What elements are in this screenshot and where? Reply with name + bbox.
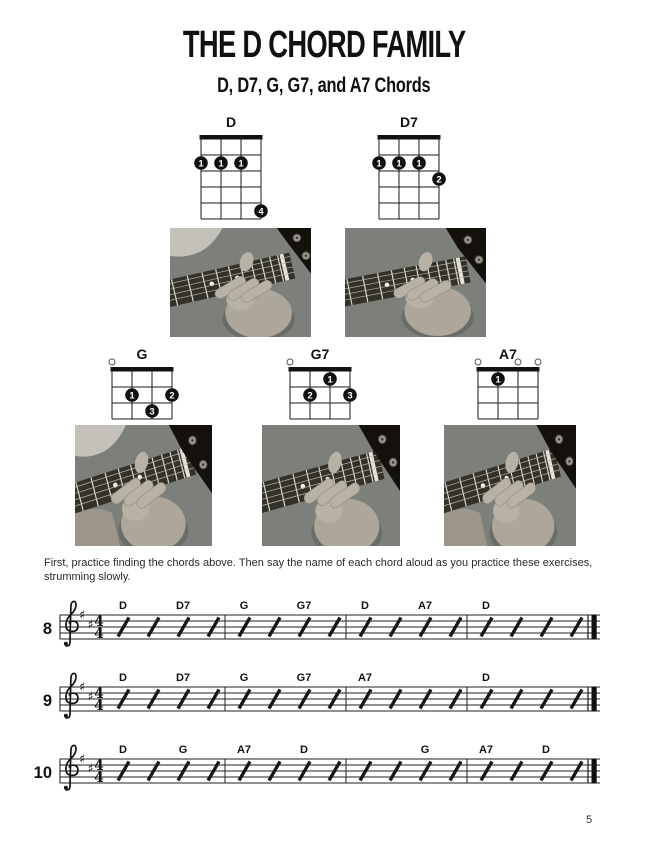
final-barline bbox=[592, 687, 597, 712]
open-string-marker bbox=[535, 359, 541, 365]
key-signature-sharp: ♯ bbox=[87, 760, 94, 776]
time-signature-bottom: 4 bbox=[94, 626, 104, 642]
svg-text:1: 1 bbox=[218, 158, 224, 170]
chord-name-label: G7 bbox=[310, 346, 330, 362]
svg-text:1: 1 bbox=[416, 158, 422, 170]
chord-diagram-d bbox=[181, 105, 281, 234]
chord-photo-g7 bbox=[262, 425, 400, 546]
chord-symbol: D bbox=[542, 744, 550, 756]
exercise-number: 9 bbox=[42, 692, 52, 710]
svg-text:1: 1 bbox=[376, 158, 382, 170]
svg-text:3: 3 bbox=[149, 406, 155, 418]
chord-symbol: G7 bbox=[296, 600, 312, 612]
chord-diagram-a7 bbox=[458, 337, 558, 434]
key-signature-sharp: ♯ bbox=[78, 607, 86, 622]
chord-name-label: A7 bbox=[499, 346, 517, 362]
instructions-text: First, practice finding the chords above. Then say the name of each chord aloud as you practice these exercises, strumming slowly. bbox=[44, 557, 593, 583]
key-signature-sharp: ♯ bbox=[78, 679, 86, 694]
svg-text:2: 2 bbox=[436, 174, 442, 186]
page-subtitle bbox=[0, 75, 648, 96]
chord-symbol: D bbox=[119, 600, 127, 612]
chord-diagram-g7 bbox=[270, 337, 370, 434]
time-signature-top: 4 bbox=[94, 686, 104, 702]
chord-symbol: D bbox=[482, 600, 490, 612]
svg-text:2: 2 bbox=[169, 390, 175, 402]
exercise-staff-10 bbox=[0, 739, 648, 801]
svg-text:1: 1 bbox=[495, 374, 501, 386]
svg-text:3: 3 bbox=[347, 390, 353, 402]
chord-symbol: D bbox=[482, 672, 490, 684]
final-barline bbox=[592, 759, 597, 784]
chord-symbol: A7 bbox=[357, 672, 373, 684]
chord-symbol: G bbox=[239, 600, 249, 612]
exercise-number: 8 bbox=[42, 620, 52, 638]
svg-text:2: 2 bbox=[307, 390, 313, 402]
chord-symbol: A7 bbox=[478, 744, 494, 756]
chord-symbol: A7 bbox=[236, 744, 252, 756]
chord-photo-d7 bbox=[345, 228, 486, 337]
exercise-staff-9 bbox=[0, 667, 648, 729]
key-signature-sharp: ♯ bbox=[87, 616, 94, 632]
chord-symbol: G bbox=[239, 672, 249, 684]
time-signature-top: 4 bbox=[94, 758, 104, 774]
svg-text:4: 4 bbox=[258, 206, 264, 218]
open-string-marker bbox=[109, 359, 115, 365]
chord-symbol: D bbox=[300, 744, 308, 756]
chord-name-label: D7 bbox=[400, 114, 418, 130]
exercise-number: 10 bbox=[33, 764, 52, 782]
time-signature-bottom: 4 bbox=[94, 698, 104, 714]
key-signature-sharp: ♯ bbox=[78, 751, 86, 766]
exercise-staff-8 bbox=[0, 595, 648, 657]
chord-diagram-d7 bbox=[359, 105, 459, 234]
time-signature-bottom: 4 bbox=[94, 770, 104, 786]
chord-photo-d bbox=[170, 228, 311, 337]
open-string-marker bbox=[475, 359, 481, 365]
svg-text:1: 1 bbox=[396, 158, 402, 170]
key-signature-sharp: ♯ bbox=[87, 688, 94, 704]
chord-symbol: D bbox=[361, 600, 369, 612]
chord-photo-g bbox=[75, 425, 212, 546]
chord-diagram-g bbox=[92, 337, 192, 434]
svg-text:1: 1 bbox=[198, 158, 204, 170]
chord-symbol: D7 bbox=[175, 600, 191, 612]
chord-symbol: D bbox=[119, 744, 127, 756]
open-string-marker bbox=[515, 359, 521, 365]
page-subtitle-text: D, D7, G, G7, and A7 Chords bbox=[217, 74, 431, 97]
page-title-text: THE D CHORD FAMILY bbox=[182, 24, 466, 66]
svg-text:1: 1 bbox=[129, 390, 135, 402]
chord-symbol: D bbox=[119, 672, 127, 684]
page-title bbox=[0, 26, 648, 64]
svg-text:1: 1 bbox=[238, 158, 244, 170]
svg-text:1: 1 bbox=[327, 374, 333, 386]
chord-symbol: D7 bbox=[175, 672, 191, 684]
open-string-marker bbox=[287, 359, 293, 365]
final-barline bbox=[592, 615, 597, 640]
chord-symbol: G bbox=[178, 744, 188, 756]
time-signature-top: 4 bbox=[94, 614, 104, 630]
chord-name-label: G bbox=[136, 346, 148, 362]
chord-symbol: G7 bbox=[296, 672, 312, 684]
page-number: 5 bbox=[586, 814, 593, 826]
chord-symbol: A7 bbox=[417, 600, 433, 612]
chord-name-label: D bbox=[225, 114, 237, 130]
chord-photo-a7 bbox=[444, 425, 576, 546]
chord-symbol: G bbox=[420, 744, 430, 756]
